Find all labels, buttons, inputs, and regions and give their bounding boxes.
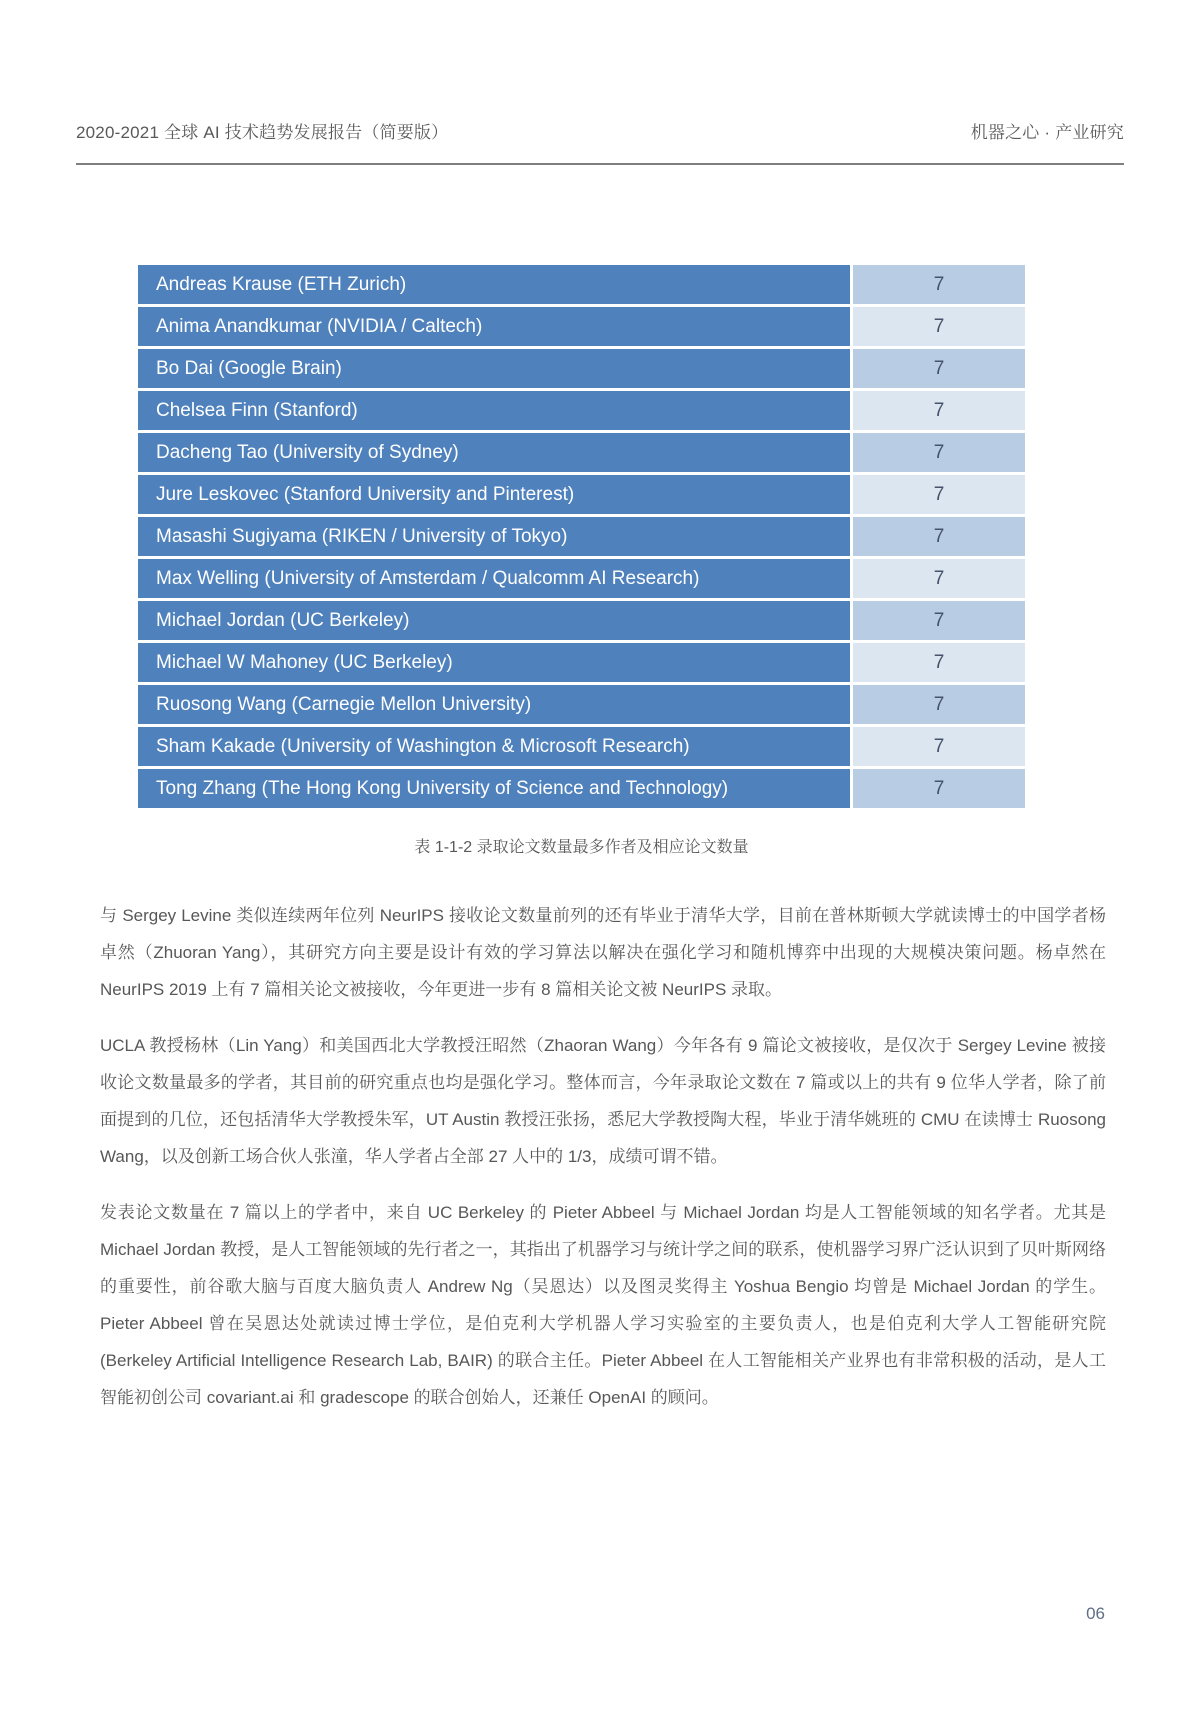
paragraph-berkeley-scholars: 发表论文数量在 7 篇以上的学者中，来自 UC Berkeley 的 Pieter Abbeel 与 Michael Jordan 均是人工智能领域的知名学者。尤其是 Michael Jordan 教授，是人工智能领域的先行者之一，其指出了机器学习与统计学之间的联系，使机器学习界广泛认识到了贝叶斯网络的重要性，前谷歌大脑与百度大脑负责人 Andrew Ng（吴恩达）以及图灵奖得主 Yoshua Bengio 均曾是 Michael Jordan 的学生。Pieter Abbeel 曾在吴恩达处就读过博士学位，是伯克利大学机器人学习实验室的主要负责人，也是伯克利大学人工智能研究院 (Berkeley Artificial Intelligence Research Lab, BAIR) 的联合主任。Pieter Abbeel 在人工智能相关产业界也有非常积极的活动，是人工智能初创公司 covariant.ai 和 gradescope 的联合创始人，还兼任 OpenAI 的顾问。 [100,1203,1106,1407]
body-content [100,897,1106,1435]
table-row [138,559,1025,598]
table-row [138,769,1025,808]
table-row [138,475,1025,514]
table-row [138,643,1025,682]
author-cell: Andreas Krause (ETH Zurich) [138,265,850,304]
author-cell: Dacheng Tao (University of Sydney) [138,433,850,472]
author-cell: Michael W Mahoney (UC Berkeley) [138,643,850,682]
author-cell: Tong Zhang (The Hong Kong University of Science and Technology) [138,769,850,808]
table-row [138,685,1025,724]
count-cell: 7 [853,727,1025,766]
paragraph-chinese-scholars: UCLA 教授杨林（Lin Yang）和美国西北大学教授汪昭然（Zhaoran Wang）今年各有 9 篇论文被接收，是仅次于 Sergey Levine 被接收论文数量最多的学者，其目前的研究重点也均是强化学习。整体而言，今年录取论文数在 7 篇或以上的共有 9 位华人学者，除了前面提到的几位，还包括清华大学教授朱军，UT Austin 教授汪张扬，悉尼大学教授陶大程，毕业于清华姚班的 CMU 在读博士 Ruosong Wang，以及创新工场合伙人张潼，华人学者占全部 27 人中的 1/3，成绩可谓不错。 [100,1036,1106,1166]
table-row [138,727,1025,766]
author-cell: Michael Jordan (UC Berkeley) [138,601,850,640]
table-row [138,349,1025,388]
count-cell: 7 [853,349,1025,388]
count-cell: 7 [853,517,1025,556]
author-cell: Masashi Sugiyama (RIKEN / University of Tokyo) [138,517,850,556]
table-row [138,391,1025,430]
table-row [138,601,1025,640]
table-row [138,517,1025,556]
count-cell: 7 [853,391,1025,430]
author-cell: Anima Anandkumar (NVIDIA / Caltech) [138,307,850,346]
publisher-label: 机器之心 · 产业研究 [970,123,1124,142]
count-cell: 7 [853,433,1025,472]
report-title: 2020-2021 全球 AI 技术趋势发展报告（简要版） [76,123,449,142]
page-header [76,118,1124,143]
table-caption: 表 1-1-2 录取论文数量最多作者及相应论文数量 [414,839,749,856]
table-row [138,265,1025,304]
count-cell: 7 [853,475,1025,514]
author-cell: Sham Kakade (University of Washington & Microsoft Research) [138,727,850,766]
count-cell: 7 [853,559,1025,598]
author-cell: Max Welling (University of Amsterdam / Qualcomm AI Research) [138,559,850,598]
count-cell: 7 [853,643,1025,682]
author-cell: Chelsea Finn (Stanford) [138,391,850,430]
table-row [138,307,1025,346]
count-cell: 7 [853,685,1025,724]
page-number: 06 [1086,1604,1105,1623]
author-cell: Ruosong Wang (Carnegie Mellon University) [138,685,850,724]
author-cell: Jure Leskovec (Stanford University and Pinterest) [138,475,850,514]
table-row [138,433,1025,472]
author-cell: Bo Dai (Google Brain) [138,349,850,388]
header-rule [76,163,1124,165]
count-cell: 7 [853,265,1025,304]
count-cell: 7 [853,307,1025,346]
count-cell: 7 [853,769,1025,808]
count-cell: 7 [853,601,1025,640]
paragraph-zhuoran-yang: 与 Sergey Levine 类似连续两年位列 NeurIPS 接收论文数量前列的还有毕业于清华大学，目前在普林斯顿大学就读博士的中国学者杨卓然（Zhuoran Yang），其研究方向主要是设计有效的学习算法以解决在强化学习和随机博弈中出现的大规模决策问题。杨卓然在 NeurIPS 2019 上有 7 篇相关论文被接收，今年更进一步有 8 篇相关论文被 NeurIPS 录取。 [100,906,1106,999]
authors-table [138,265,1025,811]
